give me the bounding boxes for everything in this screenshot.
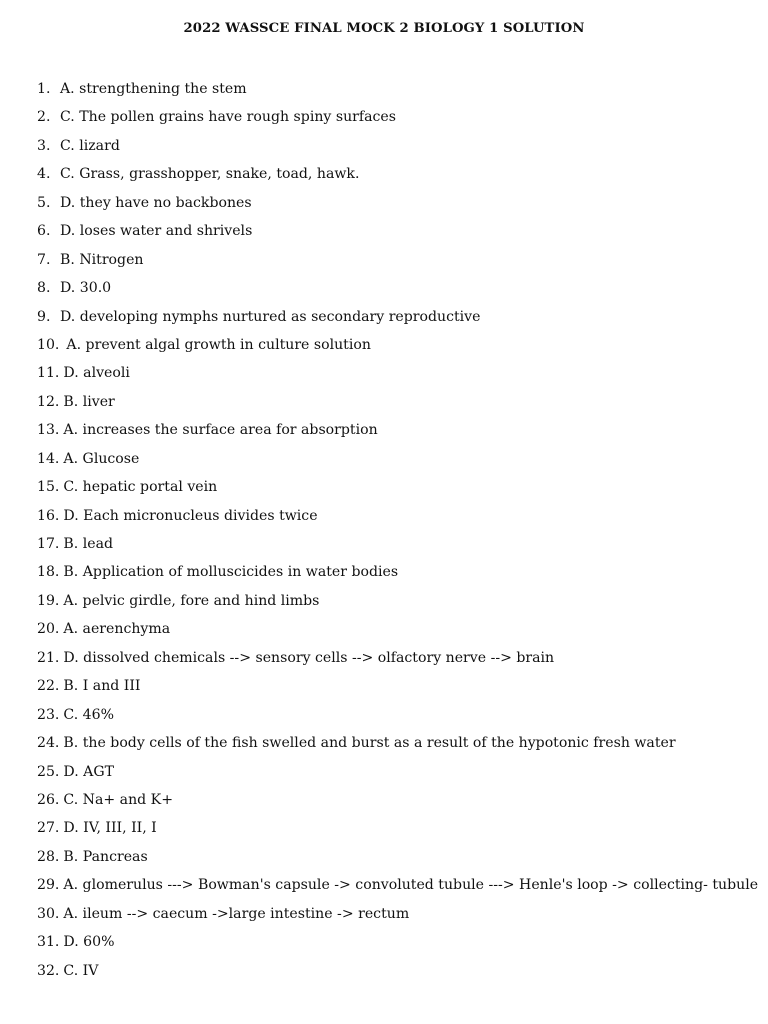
answer-number: 21. [37, 649, 60, 666]
answer-text: A. glomerulus ---> Bowman's capsule -> convoluted tubule ---> Henle's loop -> collecting- tubule [63, 877, 759, 894]
answer-item [37, 533, 757, 561]
answer-number: 19. [37, 592, 60, 609]
answer-number: 15. [37, 479, 60, 496]
answer-item [37, 391, 757, 419]
answer-text: A. pelvic girdle, fore and hind limbs [63, 592, 320, 609]
answer-number: 17. [37, 536, 60, 552]
answer-number: 11. [37, 365, 60, 382]
answer-text: D. they have no backbones [60, 194, 252, 211]
answer-number: 10. [37, 336, 60, 353]
answer-item [37, 846, 757, 874]
answer-text: B. Application of molluscicides in water bodies [63, 564, 399, 581]
answer-number: 3. [37, 137, 51, 154]
answer-item [37, 817, 757, 845]
answer-text: B. liver [63, 393, 115, 410]
answer-text: D. Each micronucleus divides twice [63, 507, 318, 524]
page-title: 2022 WASSCE FINAL MOCK 2 BIOLOGY 1 SOLUTION [183, 21, 585, 36]
answer-text: A. increases the surface area for absorption [63, 422, 378, 439]
answer-text: A. prevent algal growth in culture solution [66, 336, 371, 353]
answer-item [37, 675, 757, 703]
answer-item [37, 419, 757, 447]
answer-text: A. Glucose [63, 450, 140, 467]
answer-item [37, 960, 757, 988]
answer-number: 20. [37, 621, 60, 638]
answer-text: D. developing nymphs nurtured as secondary reproductive [60, 308, 481, 325]
answer-text: B. Nitrogen [60, 251, 144, 268]
answer-number: 29. [37, 877, 60, 894]
answer-number: 16. [37, 507, 60, 524]
answer-text: A. aerenchyma [63, 621, 171, 638]
answer-text: C. 46% [63, 706, 114, 723]
answer-text: C. Grass, grasshopper, snake, toad, hawk. [60, 166, 360, 183]
answer-item [37, 306, 757, 334]
answer-list [37, 78, 757, 988]
answer-item [37, 789, 757, 817]
answer-number: 13. [37, 422, 60, 439]
answer-item [37, 277, 757, 305]
answer-number: 31. [37, 934, 60, 951]
answer-text: C. IV [63, 962, 99, 979]
answer-item [37, 505, 757, 533]
answer-number: 22. [37, 678, 60, 695]
answer-item [37, 903, 757, 931]
answer-text: D. IV, III, II, I [63, 820, 157, 837]
answer-number: 6. [37, 223, 51, 240]
answer-number: 23. [37, 706, 60, 723]
answer-text: C. hepatic portal vein [63, 479, 218, 496]
answer-text: C. lizard [60, 137, 120, 154]
answer-number: 27. [37, 820, 60, 837]
answer-item [37, 732, 757, 760]
answer-number: 32. [37, 962, 60, 979]
answer-item [37, 192, 757, 220]
answer-text: D. alveoli [63, 365, 130, 382]
answer-item [37, 561, 757, 589]
answer-item [37, 362, 757, 390]
answer-text: A. ileum --> caecum ->large intestine -> rectum [63, 905, 410, 922]
answer-text: A. strengthening the stem [60, 81, 247, 97]
answer-text: D. loses water and shrivels [60, 223, 253, 240]
answer-item [37, 590, 757, 618]
answer-number: 26. [37, 791, 60, 808]
answer-item [37, 448, 757, 476]
answer-item [37, 334, 757, 362]
answer-item [37, 704, 757, 732]
answer-number: 8. [37, 280, 51, 297]
answer-text: B. I and III [63, 678, 141, 695]
answer-number: 30. [37, 905, 60, 922]
answer-item [37, 931, 757, 959]
answer-number: 7. [37, 251, 51, 268]
answer-number: 25. [37, 763, 60, 780]
answer-number: 5. [37, 194, 51, 211]
answer-text: D. 60% [63, 934, 115, 951]
answer-number: 9. [37, 308, 51, 325]
answer-text: D. AGT [63, 763, 115, 780]
answer-item [37, 249, 757, 277]
answer-number: 2. [37, 109, 51, 126]
answer-text: B. Pancreas [63, 848, 148, 865]
answer-text: C. The pollen grains have rough spiny surfaces [60, 109, 396, 126]
answer-text: D. dissolved chemicals --> sensory cells --> olfactory nerve --> brain [63, 649, 555, 666]
answer-number: 12. [37, 393, 60, 410]
answer-number: 28. [37, 848, 60, 865]
answer-number: 24. [37, 735, 60, 752]
answer-item [37, 106, 757, 134]
answer-item [37, 220, 757, 248]
answer-item [37, 163, 757, 191]
answer-text: B. lead [63, 536, 114, 552]
answer-item [37, 761, 757, 789]
answer-text: C. Na+ and K+ [63, 791, 174, 808]
answer-number: 18. [37, 564, 60, 581]
answer-number: 14. [37, 450, 60, 467]
answer-number: 1. [37, 81, 51, 97]
answer-item [37, 135, 757, 163]
answer-item [37, 874, 757, 902]
answer-item [37, 78, 757, 106]
answer-item [37, 618, 757, 646]
answer-item [37, 647, 757, 675]
answer-number: 4. [37, 166, 51, 183]
answer-text: D. 30.0 [60, 280, 112, 297]
answer-text: B. the body cells of the fish swelled and burst as a result of the hypotonic fresh water [63, 735, 676, 752]
answer-item [37, 476, 757, 504]
